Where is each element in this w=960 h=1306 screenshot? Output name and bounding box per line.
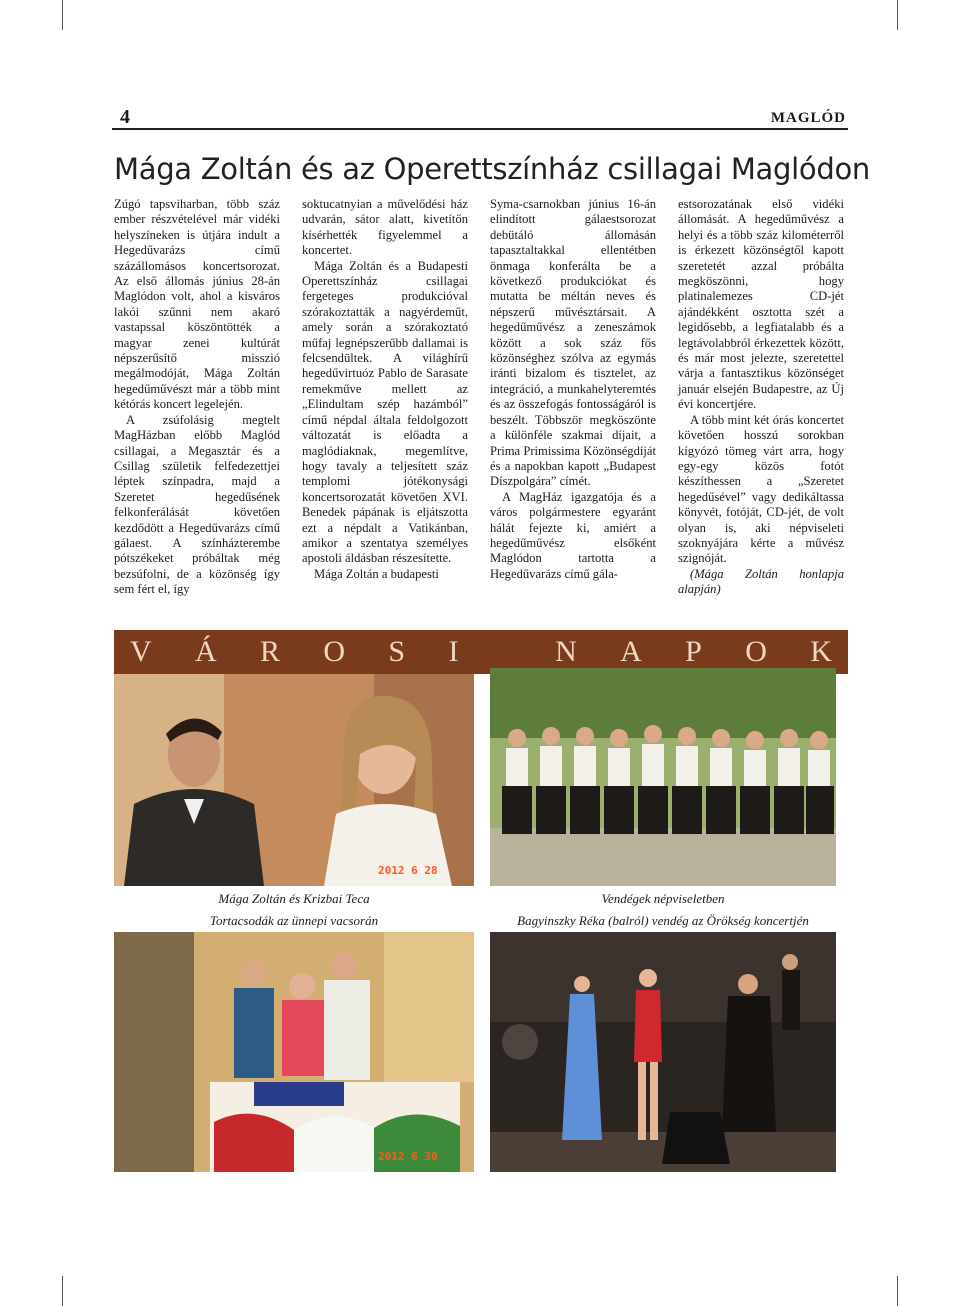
paragraph: Syma-csarnokban június 16-án elindított gálaestsorozat debütáló állomásán tapasztaltakkal ellentétben önmaga konferálta be a következő produkciókat és mutatta be méltán neves és népszerű művésztársait. A hegedűművész a zeneszámok között a sok száz fős közönséghez szólva az egymás iránti bizalom és tisztelet, az integráció, a munkahelyteremtés és az összefogás fontosságáról is beszélt. Többször megköszönte a különféle szakmai díjait, a Prima Primissima Közönségdíját és a napokban kapott „Budapest Díszpolgára” címét. xyxy=(490,197,656,489)
paragraph: Mága Zoltán és a Budapesti Operettszínház csillagai fergeteges produkcióval szórakoztatták a nagyérdeműt, amely során a szórakoztató műfaj legnépszerűbb dallamai is felcsendültek. A világhírű hegedűvirtuóz Pablo de Sarasate remekműve mellett az „Elindultam szép hazámból” című népdal általa feldolgozott változatát is előadta a maglódiaknak, megemlítve, hogy tavaly a teljesített száz templomi jótékonysági koncertsorozatát követően XVI. Benedek pápának is eljátszotta ezt a népdalt a Vatikánban, amikor a szentatya személyes apostoli áldásban részesítette. xyxy=(302,258,468,566)
date-stamp: 2012 6 30 xyxy=(378,1150,438,1163)
article-column-4 xyxy=(678,197,844,598)
paragraph: Zúgó tapsviharban, több száz ember részvételével már vidéki helyszíneken is útjára indult a Hegedűvarázs című százállomásos koncertsorozat. Az első állomás június 28-án Maglódon volt, ahol a kisváros lakói szűnni nem akaró vastapssal köszöntötték a magyar zenei kultúrát népszerűsítő misszió megálmodóját, Mága Zoltán hegedűművészt már a több mint kétórás koncert legelején. xyxy=(114,197,280,412)
paragraph: A MagHáz igazgatója és a város polgármestere egyaránt hálát fejezte ki, amiért a hegedűművész elsőként Maglódon tartotta a Hegedűvarázs című gála- xyxy=(490,489,656,581)
article-column-2 xyxy=(302,197,468,582)
crop-mark xyxy=(62,0,63,30)
photo-caption: Mága Zoltán és Krizbai Teca xyxy=(218,891,370,906)
banner-letter: P xyxy=(685,635,702,668)
photo-illustration xyxy=(490,668,836,886)
date-stamp: 2012 6 28 xyxy=(378,864,438,877)
crop-mark xyxy=(62,1276,63,1306)
paragraph: estsorozatának első vidéki állomását. A hegedűművész a helyi és a több száz kilométerről is érkezett közönségtől kapott szeretetét azzal próbálta megköszönni, hogy platinalemezes CD-jét ajándékként osztotta szét a legidősebb, a legfiatalabb és a legtávolabbról érkezettek között, és már most jelezte, szeretettel várja a fantasztikus közönséget január elsején Budapestre, az Új évi koncertjére. xyxy=(678,197,844,412)
banner-letter: O xyxy=(323,635,346,668)
photo-illustration xyxy=(490,932,836,1172)
photo-caption: Vendégek népviseletben xyxy=(601,891,725,906)
paragraph: soktucatnyian a művelődési ház udvarán, sátor alatt, kivetítőn kísérhették figyelemmel a koncertet. xyxy=(302,197,468,258)
banner-letter: Á xyxy=(195,635,217,668)
paragraph: Mága Zoltán a budapesti xyxy=(314,566,439,581)
banner-letter: K xyxy=(810,635,832,668)
banner-letter: I xyxy=(448,635,459,668)
banner-letter: R xyxy=(260,635,281,668)
photo-concert-stage xyxy=(490,932,836,1172)
crop-mark xyxy=(897,1276,898,1306)
photo-caption: Bagyinszky Réka (balról) vendég az Örökség koncertjén xyxy=(517,913,809,928)
photo-cake-cutting xyxy=(114,932,474,1172)
banner-letter: A xyxy=(620,635,642,668)
photo-maga-krizbai xyxy=(114,674,474,886)
paragraph: A zsúfolásig megtelt MagHázban előbb Maglód csillagai, a Megasztár és a Csillag születik felfedezettjei léptek színpadra, majd a Szeretet hegedűsének felkonferálását követően kezdődött a Hegedűvarázs című gálaest. A színházterembe pótszékeket próbáltak még bezsúfolni, de a közönség így sem fért el, így xyxy=(114,412,280,597)
magazine-name: MAGLÓD xyxy=(770,110,846,126)
article-column-1 xyxy=(114,197,280,598)
article-column-3 xyxy=(490,197,656,582)
banner-letter: O xyxy=(745,635,767,668)
photo-caption: Tortacsodák az ünnepi vacsorán xyxy=(209,913,379,928)
crop-mark xyxy=(897,0,898,30)
page-number: 4 xyxy=(120,106,130,128)
banner-letter: S xyxy=(388,635,406,668)
photo-illustration xyxy=(114,674,474,886)
source-credit: (Mága Zoltán honlapja alapján) xyxy=(678,566,844,597)
photo-folk-costumes xyxy=(490,668,836,886)
banner-letter: N xyxy=(555,635,577,668)
paragraph: A több mint két órás koncertet követően hosszú sorokban kígyózó tömeg várt arra, hogy egy-egy közös fotót készíthessen a „Szeretet hegedűsével” vagy dedikáltassa könyvét, fotóját, CD-jét, de volt olyan is, aki népviseleti szoknyájára kérte a művész szignóját. xyxy=(678,412,844,566)
header-rule xyxy=(112,128,848,130)
article-headline: Mága Zoltán és az Operettszínház csillagai Maglódon xyxy=(114,152,870,186)
banner-letter: V xyxy=(130,635,152,668)
photo-illustration xyxy=(114,932,474,1172)
